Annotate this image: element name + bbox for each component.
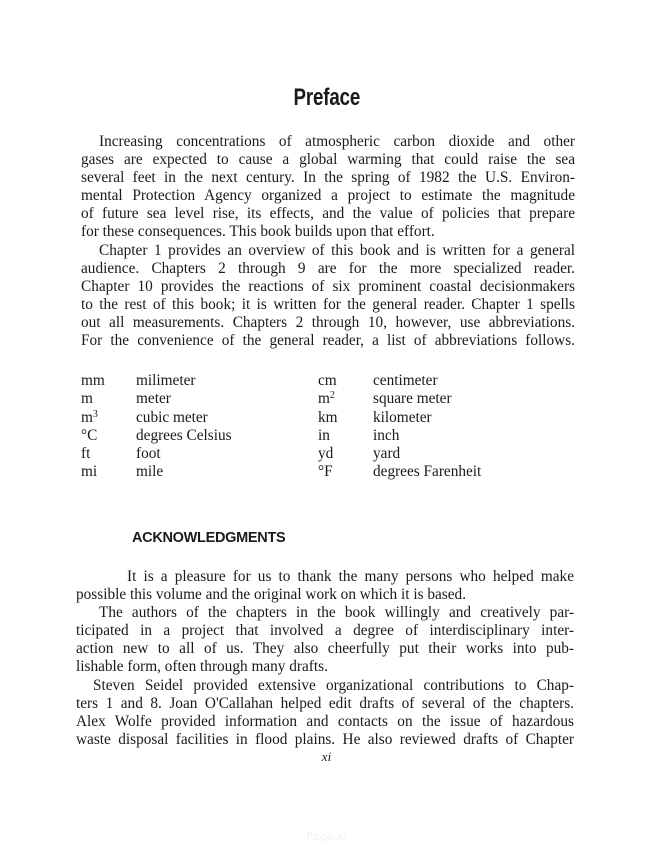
abbreviation: $m^3$ (81, 408, 98, 426)
text-line: for these consequences. This book builds upon that effort. (81, 223, 435, 241)
abbreviation-row (81, 390, 581, 408)
text-line: audience. Chapters 2 through 9 are for the more specialized reader. (81, 259, 575, 277)
abbreviation: m (81, 390, 93, 408)
text-line: of future sea level rise, its effects, and the value of policies that prepare (81, 205, 575, 223)
text-line: For the convenience of the general reader, a list of abbreviations follows. (81, 332, 575, 350)
text-line: to the rest of this book; it is written for the general reader. Chapter 1 spells (81, 295, 575, 313)
page-watermark: Page xi (306, 830, 347, 843)
abbreviation: mm (81, 372, 105, 389)
acknowledgments-heading: ACKNOWLEDGMENTS (132, 530, 286, 546)
text-line: several feet in the next century. In the spring of 1982 the U.S. Environ- (81, 169, 575, 187)
abbreviations-table (81, 372, 581, 482)
page-number: xi (321, 749, 332, 764)
abbreviation-meaning: inch (373, 426, 400, 444)
page-title: Preface (293, 84, 361, 111)
text-line: ters 1 and 8. Joan O'Callahan helped edit drafts of several of the chapters. (76, 694, 574, 712)
abbreviation-meaning: kilometer (373, 408, 432, 426)
text-line: It is a pleasure for us to thank the many persons who helped make (127, 568, 574, 585)
abbreviation: °F (318, 463, 333, 481)
abbreviation-row (81, 463, 581, 481)
abbreviation: ft (81, 445, 91, 463)
abbreviation-meaning: centimeter (373, 372, 438, 389)
abbreviation-row (81, 409, 581, 427)
abbreviation: yd (318, 445, 334, 463)
abbreviation-meaning: milimeter (136, 372, 196, 389)
text-line: mental Protection Agency organized a project to estimate the magnitude (81, 187, 575, 205)
abbreviation-meaning: mile (136, 463, 164, 481)
abbreviation: $m^2$ (318, 390, 335, 408)
abbreviation-meaning: square meter (373, 390, 452, 408)
text-line: Alex Wolfe provided information and contacts on the issue of hazardous (76, 712, 574, 730)
text-line: The authors of the chapters in the book willingly and creatively par- (99, 604, 574, 622)
abbreviation: °C (81, 426, 98, 444)
text-line: out all measurements. Chapters 2 through 10, however, use abbreviations. (81, 313, 575, 331)
acknowledgments-text (76, 568, 574, 749)
abbreviation-meaning: meter (136, 390, 171, 408)
abbreviation: km (318, 408, 338, 426)
text-line: action new to all of us. They also cheerfully put their works into pub- (76, 640, 574, 658)
abbreviation-meaning: yard (373, 445, 401, 463)
abbreviation: in (318, 426, 330, 444)
text-line: Chapter 10 provides the reactions of six prominent coastal decisionmakers (81, 277, 575, 295)
abbreviation: mi (81, 463, 98, 481)
text-line: Increasing concentrations of atmospheric carbon dioxide and other (99, 133, 575, 150)
abbreviation-meaning: foot (136, 445, 161, 463)
text-line: waste disposal facilities in flood plains. He also reviewed drafts of Chapter (76, 730, 574, 748)
text-line: ticipated in a project that involved a degree of interdisciplinary inter- (76, 622, 574, 640)
text-line: lishable form, often through many drafts. (76, 658, 328, 676)
abbreviation-row (81, 372, 581, 390)
text-line: possible this volume and the original work on which it is based. (76, 586, 467, 604)
preface-text (81, 133, 575, 350)
abbreviation-row (81, 427, 581, 445)
text-line: Chapter 1 provides an overview of this book and is written for a general (99, 241, 575, 259)
abbreviation-meaning: degrees Farenheit (373, 463, 482, 481)
abbreviation-row (81, 445, 581, 463)
abbreviation-meaning: cubic meter (136, 408, 208, 426)
abbreviation: cm (318, 372, 337, 389)
text-line: Steven Seidel provided extensive organizational contributions to Chap- (93, 676, 574, 694)
text-line: gases are expected to cause a global warming that could raise the sea (81, 151, 575, 169)
abbreviation-meaning: degrees Celsius (136, 426, 232, 444)
